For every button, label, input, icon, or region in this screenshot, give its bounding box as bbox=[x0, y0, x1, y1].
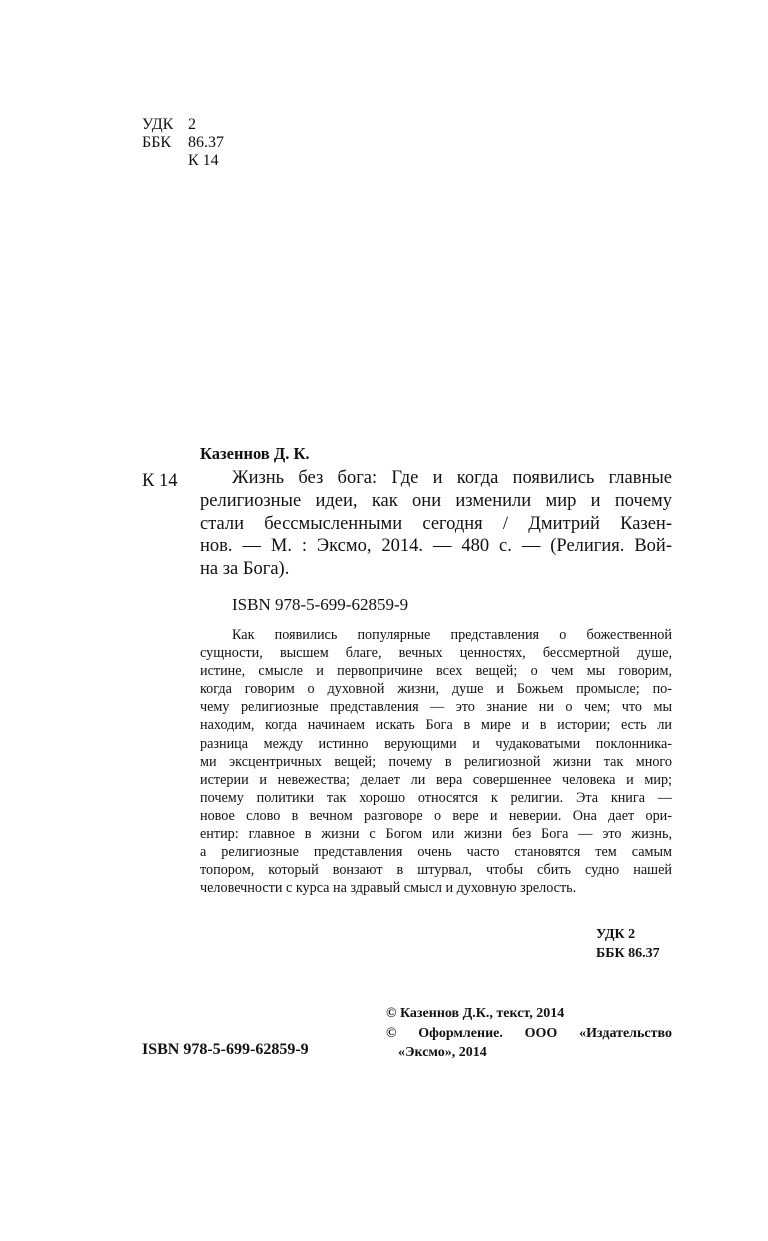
entry-line: религиозные идеи, как они изменили мир и почему bbox=[200, 490, 672, 511]
abstract-line: находим, когда начинаем искать Бога в мире и в истории; есть ли bbox=[200, 717, 672, 734]
abstract-line: топором, который вонзают в штурвал, чтобы сбить судно нашей bbox=[200, 862, 672, 879]
classification-block-bottom bbox=[596, 925, 660, 963]
abstract-line: человечности с курса на здравый смысл и духовную зрелость. bbox=[200, 880, 577, 897]
abstract-line: почему политики так хорошо относятся к религии. Эта книга — bbox=[200, 789, 672, 806]
abstract-line: новое слово в вечном разговоре о вере и неверии. Она дает ори- bbox=[200, 807, 672, 824]
abstract-line: Как появились популярные представления о божественной bbox=[232, 627, 672, 643]
isbn-entry: ISBN 978-5-699-62859-9 bbox=[232, 595, 409, 614]
udk-label: УДК bbox=[142, 116, 174, 133]
abstract-line: сущности, высшем благе, вечных ценностях, бессмертной душе, bbox=[200, 645, 672, 662]
entry-line: нов. — М. : Эксмо, 2014. — 480 с. — (Религия. Вой- bbox=[200, 536, 672, 557]
entry-line: на за Бога). bbox=[200, 559, 290, 580]
abstract-line: истерии и невежества; делает ли вера совершеннее человека и мир; bbox=[200, 771, 672, 788]
abstract-paragraph bbox=[200, 626, 672, 897]
udk-value: 2 bbox=[188, 116, 196, 133]
bbk-row bbox=[142, 134, 224, 152]
cutter-value: К 14 bbox=[188, 152, 219, 169]
abstract-line: ентир: главное в жизни с Богом или жизни без Бога — это жизнь, bbox=[200, 826, 672, 843]
cutter-row bbox=[142, 152, 224, 170]
copyright-publisher-line: «Эксмо», 2014 bbox=[398, 1045, 487, 1060]
udk-row bbox=[142, 116, 224, 134]
bibliographic-entry bbox=[200, 467, 672, 581]
abstract-line: а религиозные представления очень часто становятся тем самым bbox=[200, 844, 672, 861]
bbk-label: ББК bbox=[142, 134, 172, 151]
abstract-line: истине, смысле и первопричине всех вещей; о чем мы говорим, bbox=[200, 663, 672, 680]
abstract-line: когда говорим о духовной жизни, душе и Божьем промысле; по- bbox=[200, 681, 672, 698]
abstract-line: чему религиозные представления — это знание ни о чем; что мы bbox=[200, 699, 672, 716]
bbk-value: 86.37 bbox=[188, 134, 224, 151]
copyright-text-line: © Казеннов Д.К., текст, 2014 bbox=[386, 1006, 565, 1021]
abstract-line: ми эксцентричных вещей; почему в религиозной жизни так много bbox=[200, 753, 672, 770]
isbn-bottom: ISBN 978-5-699-62859-9 bbox=[142, 1041, 309, 1058]
cutter-number: К 14 bbox=[142, 471, 178, 491]
abstract-line: разница между истинно верующими и чудаковатыми поклонника- bbox=[200, 735, 672, 752]
copyright-design-line: © Оформление. ООО «Издательство bbox=[386, 1025, 672, 1041]
bbk-code: ББК 86.37 bbox=[596, 946, 660, 961]
classification-block-top bbox=[142, 116, 224, 170]
udk-code: УДК 2 bbox=[596, 927, 636, 942]
entry-line: Жизнь без бога: Где и когда появились главные bbox=[232, 468, 672, 488]
author-heading: Казеннов Д. К. bbox=[200, 444, 310, 463]
entry-line: стали бессмысленными сегодня / Дмитрий Казен- bbox=[200, 513, 672, 534]
copyright-block bbox=[386, 1004, 672, 1063]
